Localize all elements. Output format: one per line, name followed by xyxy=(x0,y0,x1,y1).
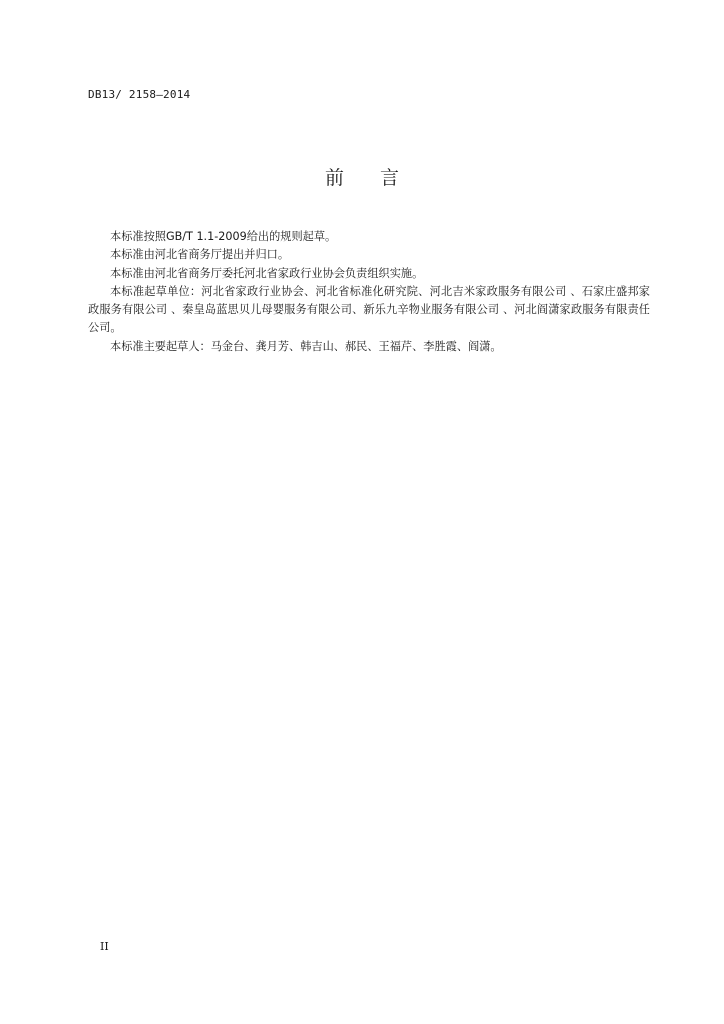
paragraph-drafting-rules: 本标准按照GB/T 1.1-2009给出的规则起草。 xyxy=(110,230,337,243)
foreword-body xyxy=(88,228,650,356)
paragraph-drafting-units: 本标准起草单位：河北省家政行业协会、河北省标准化研究院、河北吉米家政服务有限公司 、石家庄盛邦家政服务有限公司 、秦皇岛蓝思贝儿母婴服务有限公司、新乐九辛物业服务有限公司 、河北阎潇家政服务有限责任公司。 xyxy=(88,284,650,335)
paragraph-proposer: 本标准由河北省商务厅提出并归口。 xyxy=(110,248,290,262)
paragraph-implementer: 本标准由河北省商务厅委托河北省家政行业协会负责组织实施。 xyxy=(110,266,424,280)
page-title: 前言 xyxy=(324,167,435,189)
page-number: II xyxy=(100,940,109,953)
paragraph-main-drafters: 本标准主要起草人：马金台、龚月芳、韩吉山、郝民、王福芹、李胜霞、阎潇。 xyxy=(110,339,502,353)
document-code: DB13/ 2158—2014 xyxy=(88,88,191,101)
